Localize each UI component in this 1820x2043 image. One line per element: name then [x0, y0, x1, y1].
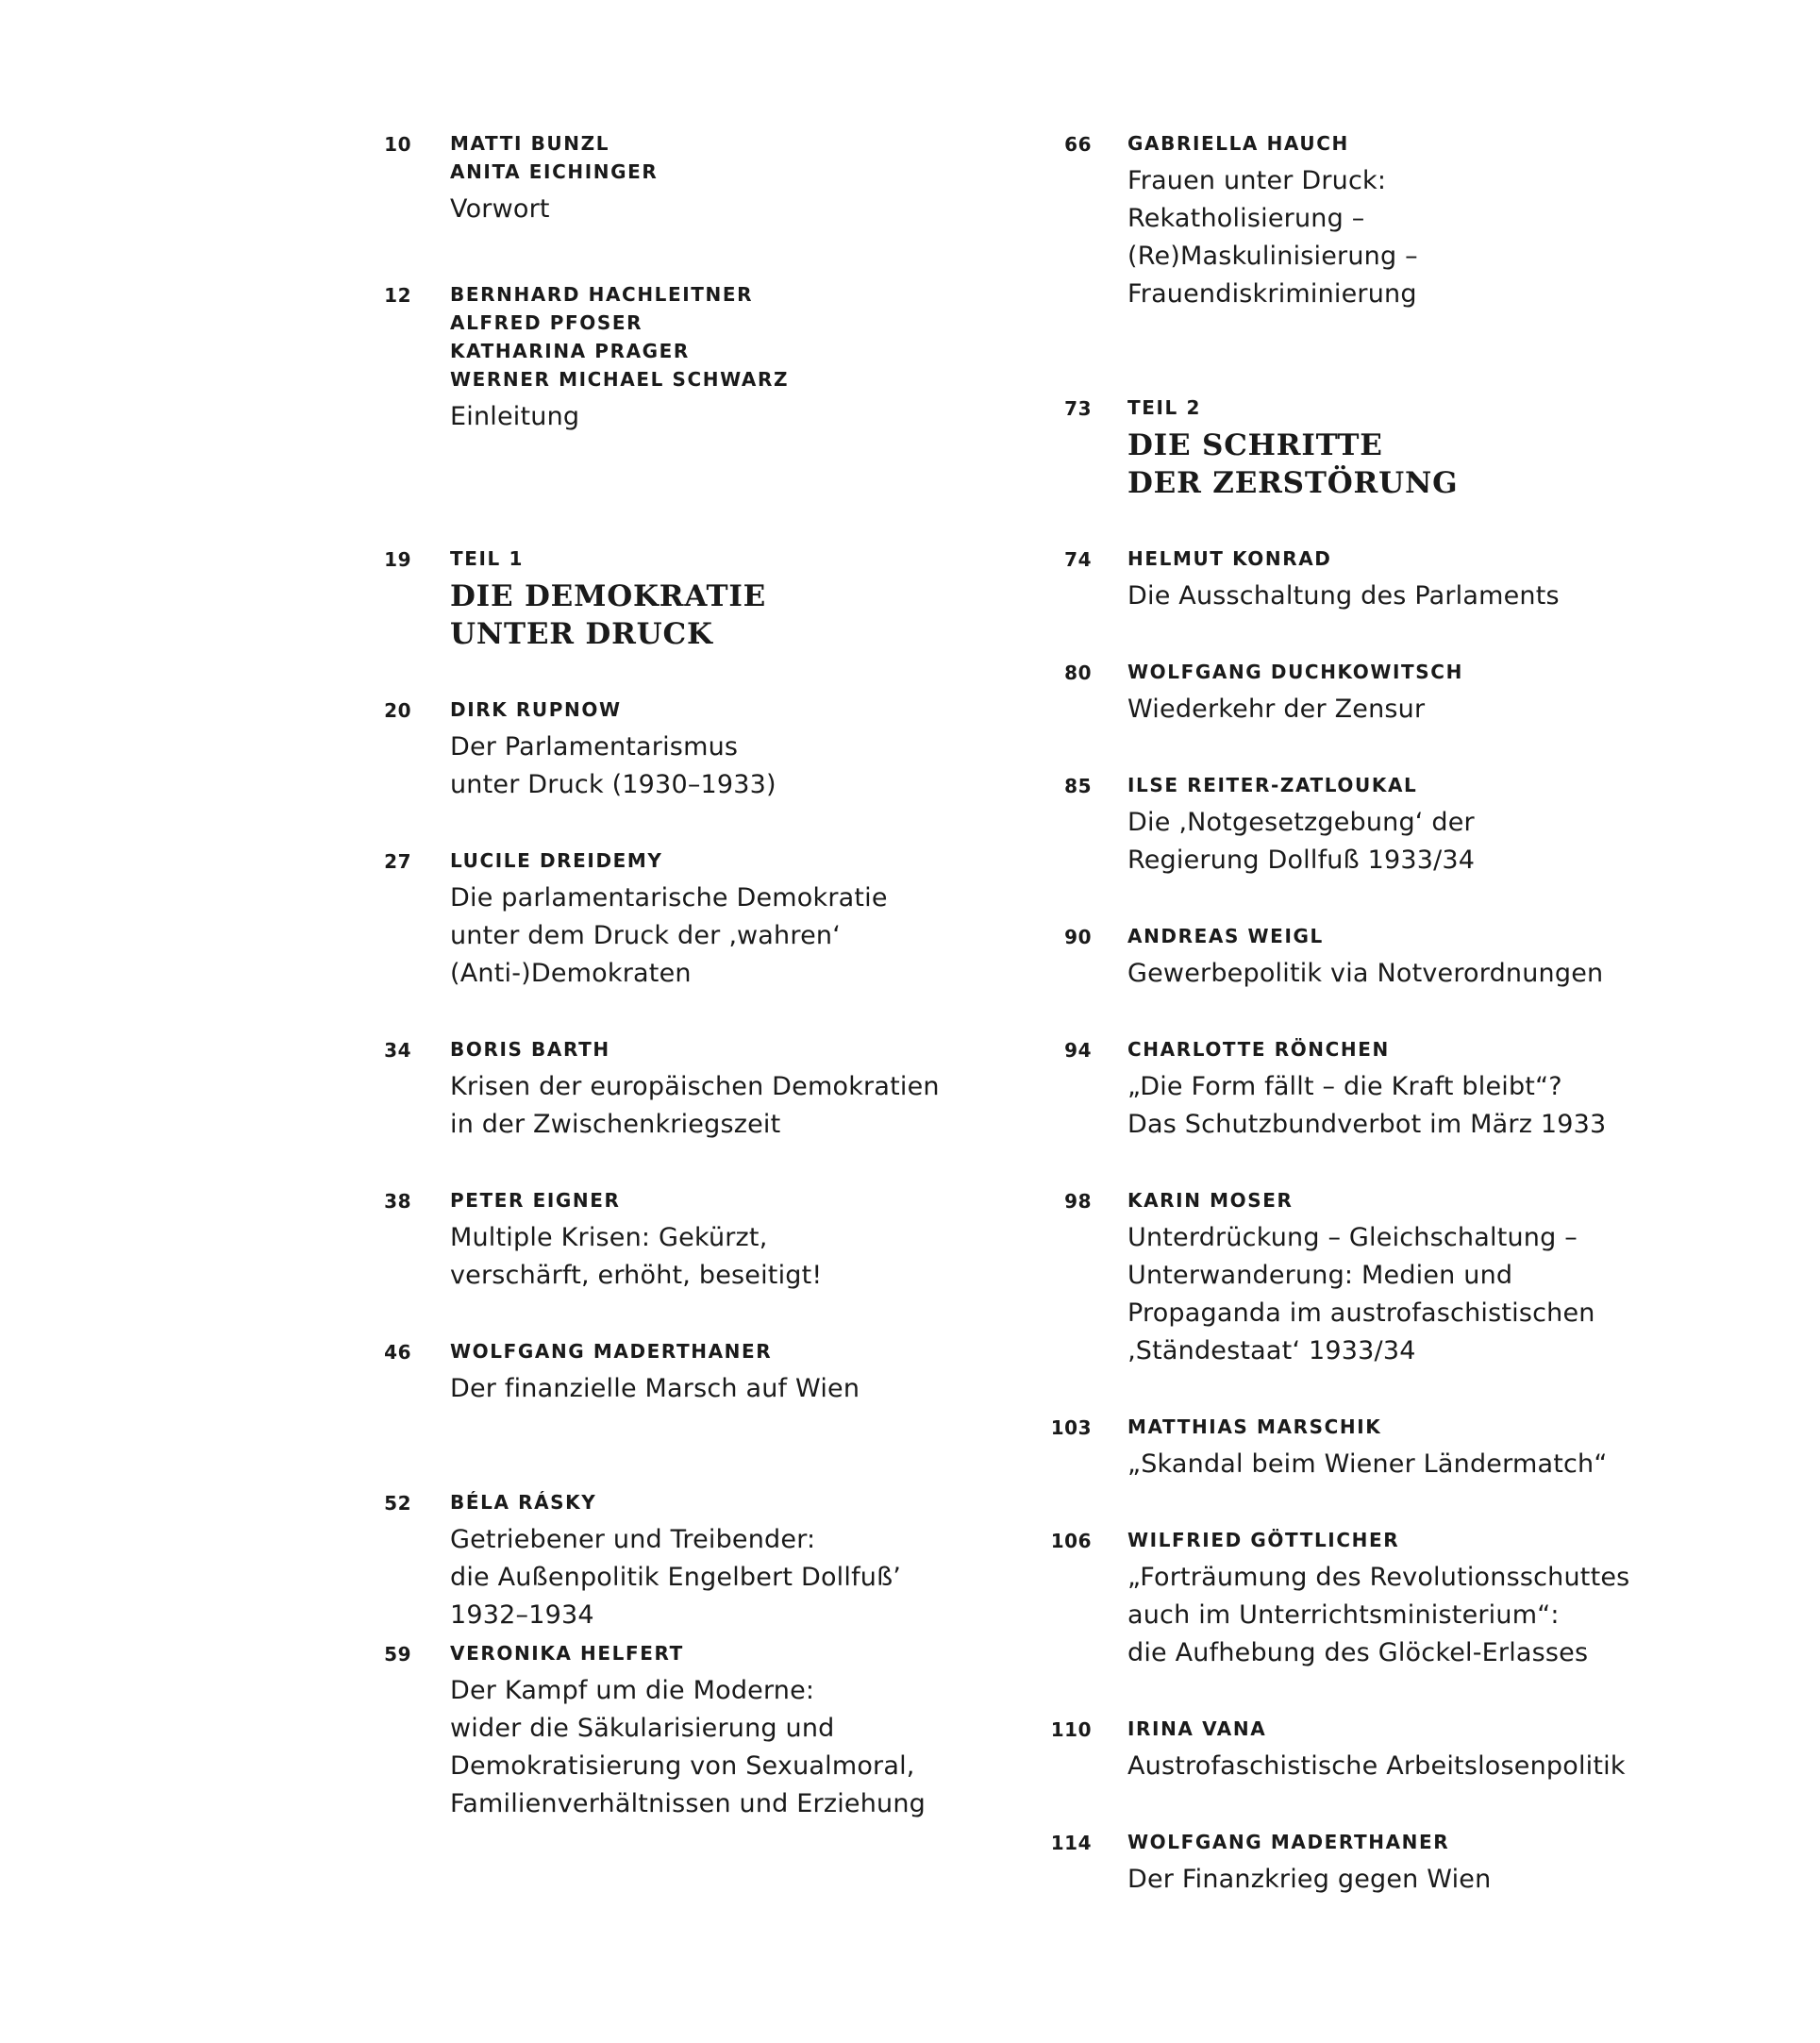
chapter-title: Wiederkehr der Zensur [1127, 695, 1426, 724]
entry-body [450, 285, 789, 436]
page-number: 38 [384, 1190, 411, 1213]
part-label: TEIL 1 [450, 547, 524, 570]
entry-body [1127, 776, 1475, 879]
page-number: 12 [384, 284, 411, 307]
author-name: KATHARINA PRAGER [450, 340, 690, 362]
page-number: 90 [1064, 926, 1092, 948]
entry-body [450, 1644, 926, 1823]
page-number: 73 [1064, 397, 1092, 420]
chapter-title: unter dem Druck der ‚wahren‘ [450, 921, 841, 950]
page-number: 94 [1064, 1039, 1092, 1062]
author-name: ANITA EICHINGER [450, 160, 659, 183]
entry-body [1127, 1040, 1606, 1144]
author-name: WERNER MICHAEL SCHWARZ [450, 368, 790, 391]
author-name: ALFRED PFOSER [450, 311, 643, 334]
chapter-title: „Skandal beim Wiener Ländermatch“ [1127, 1449, 1608, 1479]
chapter-title: Die parlamentarische Demokratie [450, 883, 888, 913]
page-number: 19 [384, 548, 411, 571]
chapter-title: Regierung Dollfuß 1933/34 [1127, 846, 1476, 875]
chapter-title: Frauendiskriminierung [1127, 279, 1417, 309]
entry-body [1127, 398, 1458, 502]
entry-body [1127, 662, 1463, 728]
chapter-title: „Forträumung des Revolutionsschuttes [1127, 1563, 1630, 1592]
page-number: 10 [384, 133, 411, 156]
chapter-title: ‚Ständestaat‘ 1933/34 [1127, 1336, 1416, 1365]
entry-body [450, 549, 766, 653]
author-name: WILFRIED GÖTTLICHER [1127, 1529, 1400, 1551]
chapter-title: „Die Form fällt – die Kraft bleibt“? [1127, 1072, 1562, 1101]
chapter-title: Einleitung [450, 402, 580, 431]
author-name: ILSE REITER-ZATLOUKAL [1127, 774, 1418, 796]
chapter-title: Getriebener und Treibender: [450, 1525, 816, 1554]
entry-body [450, 700, 776, 804]
author-name: IRINA VANA [1127, 1717, 1267, 1740]
chapter-title: auch im Unterrichtsministerium“: [1127, 1600, 1560, 1630]
entry-body [1127, 1531, 1629, 1672]
author-name: VERONIKA HELFERT [450, 1642, 684, 1665]
author-name: MATTHIAS MARSCHIK [1127, 1415, 1382, 1438]
page-number: 74 [1064, 548, 1092, 571]
part-title: DIE SCHRITTE [1127, 428, 1383, 462]
chapter-title: 1932–1934 [450, 1600, 594, 1630]
entry-body [450, 851, 888, 993]
page-number: 27 [384, 850, 411, 873]
author-name: WOLFGANG MADERTHANER [1127, 1831, 1450, 1853]
page-number: 46 [384, 1341, 411, 1364]
page-number: 103 [1050, 1416, 1092, 1439]
chapter-title: (Anti-)Demokraten [450, 959, 692, 988]
page-number: 114 [1050, 1832, 1092, 1854]
author-name: BERNHARD HACHLEITNER [450, 283, 754, 306]
chapter-title: Rekatholisierung – [1127, 204, 1365, 233]
chapter-title: Der Kampf um die Moderne: [450, 1676, 815, 1705]
chapter-title: Gewerbepolitik via Notverordnungen [1127, 959, 1604, 988]
chapter-title: Propaganda im austrofaschistischen [1127, 1298, 1595, 1328]
chapter-title: verschärft, erhöht, beseitigt! [450, 1261, 823, 1290]
author-name: DIRK RUPNOW [450, 698, 622, 721]
chapter-title: Der finanzielle Marsch auf Wien [450, 1374, 860, 1403]
entry-body [450, 1493, 901, 1634]
author-name: ANDREAS WEIGL [1127, 925, 1324, 947]
chapter-title: Die Ausschaltung des Parlaments [1127, 581, 1560, 611]
author-name: GABRIELLA HAUCH [1127, 132, 1349, 155]
chapter-title: Frauen unter Druck: [1127, 166, 1387, 195]
entry-body [1127, 1417, 1608, 1483]
author-name: BORIS BARTH [450, 1038, 610, 1061]
entry-body [1127, 1833, 1491, 1899]
page-number: 59 [384, 1643, 411, 1666]
part-label: TEIL 2 [1127, 396, 1201, 419]
entry-body [450, 1040, 940, 1144]
chapter-title: Multiple Krisen: Gekürzt, [450, 1223, 768, 1252]
chapter-title: Das Schutzbundverbot im März 1933 [1127, 1110, 1607, 1139]
author-name: BÉLA RÁSKY [450, 1491, 597, 1514]
entry-body [1127, 549, 1560, 615]
author-name: MATTI BUNZL [450, 132, 610, 155]
part-title: DIE DEMOKRATIE [450, 579, 767, 613]
chapter-title: Unterdrückung – Gleichschaltung – [1127, 1223, 1578, 1252]
chapter-title: Familienverhältnissen und Erziehung [450, 1789, 927, 1818]
author-name: LUCILE DREIDEMY [450, 849, 663, 872]
chapter-title: Demokratisierung von Sexualmoral, [450, 1751, 915, 1781]
page-number: 52 [384, 1492, 411, 1515]
entry-body [1127, 134, 1418, 313]
entry-body [450, 134, 658, 228]
page-number: 106 [1050, 1530, 1092, 1552]
chapter-title: Austrofaschistische Arbeitslosenpolitik [1127, 1751, 1626, 1781]
page-number: 20 [384, 699, 411, 722]
author-name: KARIN MOSER [1127, 1189, 1294, 1212]
chapter-title: Die ‚Notgesetzgebung‘ der [1127, 808, 1475, 837]
author-name: WOLFGANG MADERTHANER [450, 1340, 773, 1363]
author-name: PETER EIGNER [450, 1189, 621, 1212]
chapter-title: (Re)Maskulinisierung – [1127, 242, 1418, 271]
chapter-title: Der Parlamentarismus [450, 732, 739, 762]
author-name: HELMUT KONRAD [1127, 547, 1332, 570]
chapter-title: die Aufhebung des Glöckel-Erlasses [1127, 1638, 1589, 1667]
part-title: UNTER DRUCK [450, 617, 713, 651]
chapter-title: die Außenpolitik Engelbert Dollfuß’ [450, 1563, 902, 1592]
page-number: 80 [1064, 661, 1092, 684]
chapter-title: Vorwort [450, 194, 550, 224]
page-number: 85 [1064, 775, 1092, 797]
page-number: 98 [1064, 1190, 1092, 1213]
entry-body [450, 1342, 860, 1408]
entry-body [450, 1191, 822, 1295]
chapter-title: Unterwanderung: Medien und [1127, 1261, 1513, 1290]
entry-body [1127, 1719, 1626, 1785]
author-name: CHARLOTTE RÖNCHEN [1127, 1038, 1390, 1061]
chapter-title: unter Druck (1930–1933) [450, 770, 776, 799]
entry-body [1127, 927, 1603, 993]
page-number: 110 [1050, 1718, 1092, 1741]
chapter-title: in der Zwischenkriegszeit [450, 1110, 781, 1139]
chapter-title: wider die Säkularisierung und [450, 1714, 835, 1743]
author-name: WOLFGANG DUCHKOWITSCH [1127, 661, 1463, 683]
chapter-title: Krisen der europäischen Demokratien [450, 1072, 940, 1101]
page-number: 66 [1064, 133, 1092, 156]
part-title: DER ZERSTÖRUNG [1127, 466, 1459, 500]
page-number: 34 [384, 1039, 411, 1062]
chapter-title: Der Finanzkrieg gegen Wien [1127, 1865, 1492, 1894]
entry-body [1127, 1191, 1595, 1370]
